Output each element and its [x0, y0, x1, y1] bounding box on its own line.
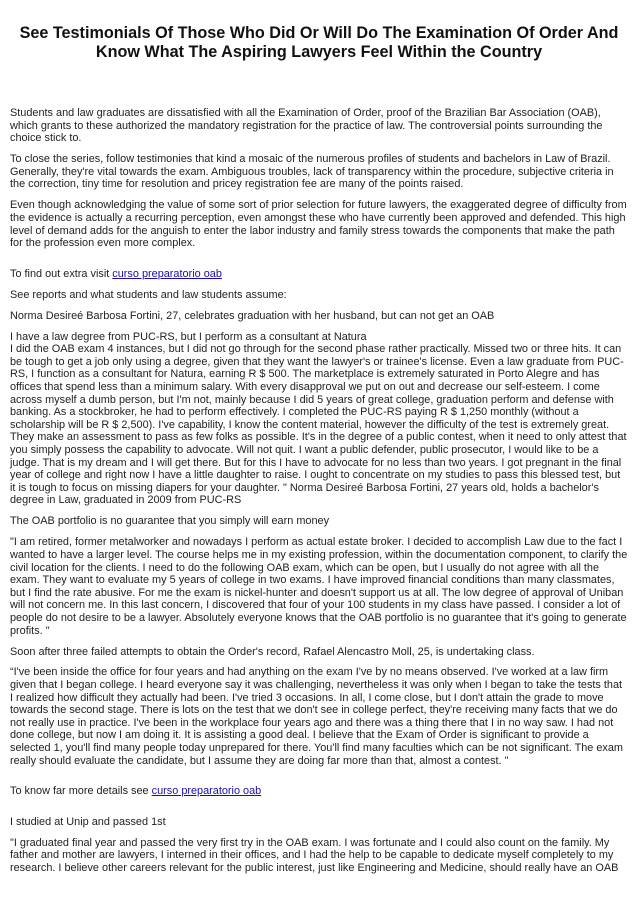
find-out-more-text: To find out extra visit	[10, 267, 113, 280]
curso-preparatorio-oab-link-2[interactable]: curso preparatorio oab	[151, 785, 262, 798]
document-title: See Testimonials Of Those Who Did Or Will Do The Examination Of Order And Know What The Aspiring Lawyers Feel Within the Country	[19, 24, 619, 61]
paragraph-retired-testimony: "I am retired, former metalworker and nowadays I perform as actual estate broker. I decided to accomplish Law due to the fact I wanted to have a larger level. The course helps me in my existing profession, within the documentation component, to clarify the civil location for the clients. I need to do the following OAB exam, which can be open, but I usually do not agree with all the exam. They want to evaluate my 5 years of college in two exams. I have improved financial conditions than many classmates, but I find the rate abusive. For me the exam is nickel-hunter and doesn't support us at all. The low degree of approval of Uniban will not concern me. In this last concern, I discovered that four of your 100 students in my class have passed. I consider a lot of people do not desire to be a lawyer. Absolutely everyone knows that the OAB portfolio is no guarantee that it's going to generate profits. "	[10, 536, 628, 637]
paragraph-unip-testimony: "I graduated final year and passed the very first try in the OAB exam. I was fortunate and I could also count on the family. My father and mother are lawyers, I interned in their offices, and I had the help to be capable to dedicate myself completely to my research. I believe other careers relevant for the public interest, just like Engineering and Medicine, should really have an OAB	[10, 836, 619, 874]
paragraph-reports: See reports and what students and law students assume:	[10, 288, 287, 301]
paragraph-unip-heading: I studied at Unip and passed 1st	[10, 815, 166, 828]
norma-testimony-text: I did the OAB exam 4 instances, but I did not go through for the second phase rather practically. Missed two or three hits. It can be tough to get a job only using a degree, given that they want the lawyer's or trainee's license. Even a law graduate from PUC-RS, I function as a consultant for Natura, earning R $ 500. The marketplace is extremely saturated in Porto Alegre and has offices that spend less than a minimum salary. With every disapproval we put on out and decrease our self-esteem. I come across myself a dumb person, but I'm not, mainly because I did 5 years of great college, graduation perform and defense with banking. As a stockbroker, he had to perform effectively. I completed the PUC-RS paying R $ 1,250 monthly (without a scholarship will be R $ 2,500). I've capability, I know the content material, however the difficulty of the test is extremely great. They make an assessment to pass as few folks as possible. It's in the degree of a public contest, when it need to only attest that you simply possess the capability to advocate. Will not quit. I want a public defender, public prosecutor, I would like to be a judge. That is my dream and I will get there. But for this I have to advocate for no less than two years. I got pregnant in the final year of college and right now I have a little daughter to raise. I ought to concentrate on my studies to pass this blessed test, but it is tough to focus on missing diapers for your daughter. " Norma Desireé Barbosa Fortini, 27 years old, holds a bachelor's degree in Law, graduated in 2009 from PUC-RS	[10, 343, 627, 507]
know-more-text: To know far more details see	[10, 785, 152, 798]
paragraph-intro: Students and law graduates are dissatisfied with all the Examination of Order, proof of the Brazilian Bar Association (OAB), which grants to these authorized the mandatory registration for the practice of law. The controversial points surrounding the choice stick to.	[10, 107, 603, 145]
curso-preparatorio-oab-link-1[interactable]: curso preparatorio oab	[112, 267, 222, 280]
paragraph-rafael-heading: Soon after three failed attempts to obtain the Order's record, Rafael Alencastro Moll, 25, is undertaking class.	[10, 645, 535, 658]
paragraph-find-out-more	[10, 268, 628, 281]
document-body	[10, 107, 628, 875]
paragraph-portfolio-heading: The OAB portfolio is no guarantee that you simply will earn money	[10, 515, 330, 528]
norma-subheading: I have a law degree from PUC-RS, but I perform as a consultant at Natura	[10, 330, 367, 343]
paragraph-series: To close the series, follow testimonies that kind a mosaic of the numerous profiles of students and bachelors in Law of Brazil. Generally, they're vital towards the exam. Ambiguous troubles, lack of transparency within the procedure, subjective criteria in the correction, tiny time for resolution and pricey registration fee are many of the points raised.	[10, 153, 614, 191]
paragraph-rafael-testimony: “I've been inside the office for four years and had anything on the exam I've by no means observed. I've worked at a law firm given that I began college. I heard everyone say it was challenging, nevertheless it was only when I began to take the tests that I realized how difficult they actually had been. I've tried 3 occasions. In all, I come close, but I don't attain the grade to move towards the second stage. There is lots on the test that we don't see in college perfect, they're receiving many facts that we do not really use in practice. I've been in the workplace four years ago and there was a thing there that I in no way saw. I had not done college, but now I am doing it. It is assisting a good deal. I believe that the Exam of Order is significant to provide a selected 1, you'll find many people today unprepared for there. You'll find many faculties which can be not significant. The exam really should evaluate the candidate, but I assume they are doing far more than that, almost a contest. "	[10, 666, 623, 767]
paragraph-difficulty: Even though acknowledging the value of some sort of prior selection for future lawyers, the exaggerated degree of difficulty from the evidence is actually a recurring perception, even amongst these who have currently been approved and defended. This high level of demand adds for the anguish to enter the labor industry and family stress towards the components that make the path for the profession even more complex.	[10, 199, 627, 250]
paragraph-know-more	[10, 785, 628, 798]
paragraph-norma-testimony	[10, 331, 628, 507]
paragraph-norma-heading: Norma Desireé Barbosa Fortini, 27, celebrates graduation with her husband, but can not get an OAB	[10, 309, 495, 322]
